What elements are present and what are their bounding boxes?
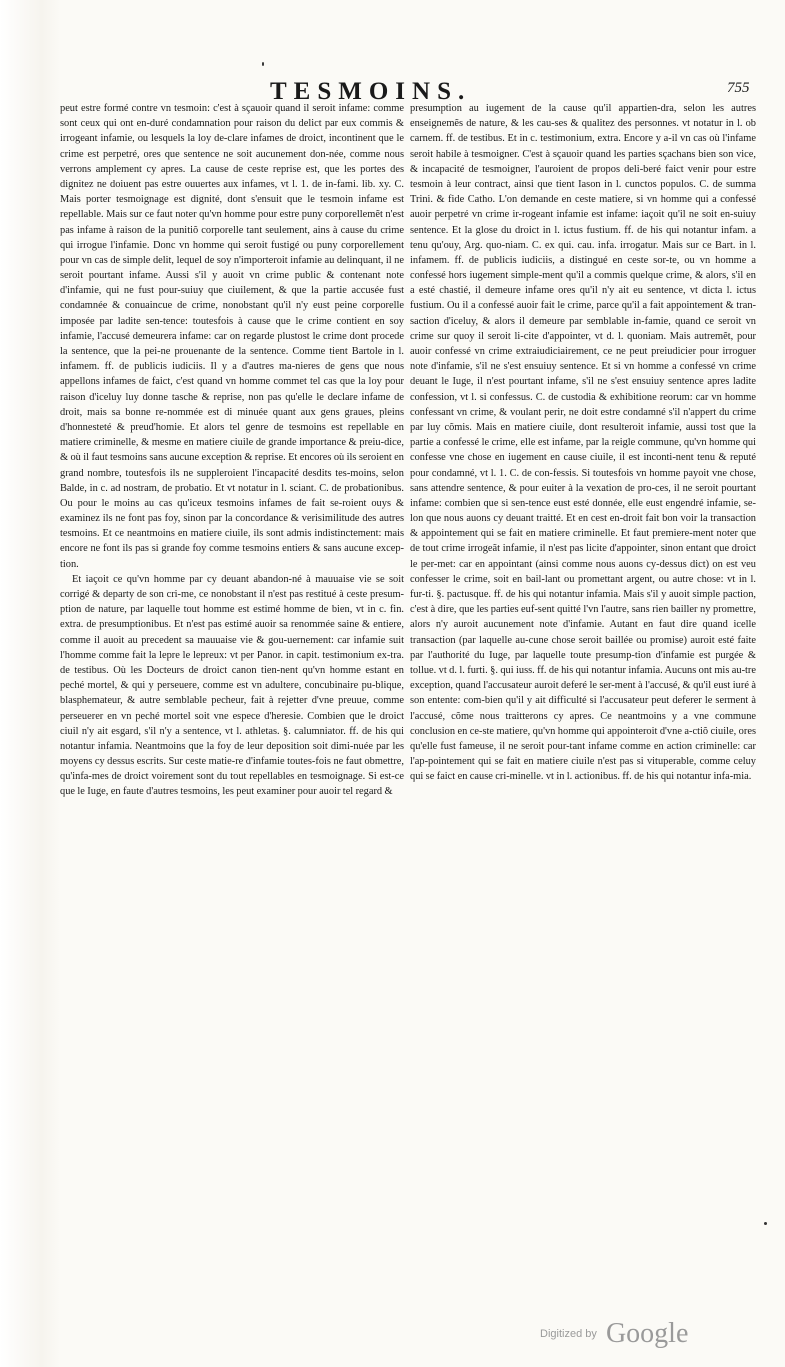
google-logo: Google [605, 1318, 689, 1349]
ink-speck-top [262, 62, 264, 66]
digitized-by-google-watermark [540, 1318, 688, 1350]
left-paragraph-1: peut estre formé contre vn tesmoin: c'est à sçauoir quand il seroit infame: comme sont ceux qui ont en-duré condamnation pour raison du delict par eux commis & irrogeant infamie, ou lesquels la loy de-clare infames de droict, incontinent que le crime est perpetré, ores que sentence ne soit aucunement don-née, comme nous verrons amplement cy apres. La cause de ceste reprise est, que les portes des dignitez ne doiuent pas estre ouuertes aux infames, vt l. 1. de in-fami. lib. xy. C. Mais porter tesmoignage est dignité, dont s'ensuit que le tesmoin infame est repellable. Mais sur ce faut noter qu'vn homme pour estre puny corporellemẽt n'est pas infame à raison de la punitiõ corporelle tant seulement, ains à cause du crime qui irrogue l'infamie. Donc vn homme qui seroit fustigé ou puny corporellement pour vn cas de simple delit, lequel de soy n'importeroit infamie au delinquant, il ne seroit pourtant infame. Aussi s'il y auoit vn crime public & contenant note d'infamie, qui ne fust pour-suiuy que ciuilement, & que la partie accusée fust condamnée & conuaincue de crime, nonobstant qu'il n'y eust peine corporelle imposée par ladite sen-tence: toutesfois à cause que le crime contient en soy infamie, l'accusé demeurera infame: car on regarde plustost le crime dont procede la sentence, que la pei-ne prouenante de la sentence. Comme tient Bartole in l. infamem. ff. de publicis iudiciis. Il y a d'autres ma-nieres de gens que nous appellons infames de faict, c'est quand vn homme commet tel cas que la loy pour raison d'iceluy luy donne tasche & reprise, non pas qu'elle le declare infame de droit, mais sa bonne re-nommée est di minuée quant aux gens graues, pleins d'honnesteté & preud'homie. Et alors tel genre de tesmoins est repellable en matiere criminelle, & mesme en matiere ciuile de grande importance & preiu-dice, & où il faut tesmoins sans aucune exception & reprise. Et encores où ils seroient en grand nombre, toutesfois ils ne suppleroient l'incapacité desdits tes-moins, selon Balde, in c. ad nostram, de probatio. Et vt notatur in l. sciant. C. de probationibus. Ou pour le moins au cas qu'iceux tesmoins infames de fait se-roient ouys & examinez ils ne font pas foy, sinon par la concordance & verisimilitude des autres tesmoins. Et ce neantmoins en matiere ciuile, ils sont admis indistinctement: mais encore ne font ils pas si grande foy comme tesmoins entiers & sans aucune excep-tion. [60, 103, 404, 570]
page-number: 755 [727, 80, 750, 96]
left-text-column [60, 101, 404, 1271]
running-title: TESMOINS. [270, 78, 472, 105]
digitized-prefix: Digitized by [540, 1328, 597, 1340]
right-paragraph-1: presumption au iugement de la cause qu'il appartien-dra, selon les autres enseignemẽs de nature, & les cau-ses & qualitez des personnes. vt notatur in l. ob carnem. ff. de testibus. Et in c. testimonium, extra. Encore y a-il vn cas où l'infame seroit habile à tesmoigner. C'est à sçauoir quand les parties sçachans bien son vice, & incapacité de tesmoigner, l'auroient de propos deli-beré faict venir pour estre tesmoin à leur contract, ainsi que tient Iason in l. cunctos populos. C. de summa Trini. & fide Catho. L'on demande en ceste matiere, si vn homme qui a confessé auoir perpetré vn crime ir-rogeant infamie est infame: iaçoit qu'il ne soit en-suiuy sentence. Et la glose du droict in l. ictus fustium. ff. de his qui notantur infam. a tenu qu'ouy, Arg. quo-niam. C. ex qui. cau. infa. irrogatur. Mais sur ce Bart. in l. infamem. ff. de publicis iudiciis, a distingué en ceste sor-te, ou vn homme a confessé hors iugement simple-ment qu'il a commis quelque crime, & alors, s'il en a esté chastié, il demeure infame ores qu'il n'y ait eu sentence, vt dicta l. ictus fustium. Ou il a confessé auoir fait le crime, parce qu'il a fait appointement & tran-saction d'iceluy, & alors il demeure par semblable in-famie, quand ce seroit vn crime sur quoy il seroit li-cite d'appointer, vt d. l. quoniam. Mais autremẽt, pour auoir confessé vn crime extraiudiciairement, ce ne peut preiudicier pour irroguer note d'infamie, s'il ne s'est ensuiuy sentence. Et si vn homme a confessé vn crime deuant le Iuge, il n'est pourtant infame, s'il ne s'est ensuiuy sentence apres ladite confession, vt l. si confessus. C. de custodia & exhibitione reorum: car vn homme confessant vn crime, & voulant perir, ne doit estre condamné s'il n'appert du crime par luy cõmis. Mais en matiere ciuile, dont resulteroit infamie, aussi tost que la partie a confessé le crime, elle est infame, par la reigle commune, qu'vn homme qui confesse vne chose en iugement en cause ciuile, il est inconti-nent tenu & reputé pour condamné, vt l. 1. C. de con-fessis. Si toutesfois vn homme payoit vne chose, sans attendre sentence, & pour euiter à la vexation de pro-ces, il ne seroit pourtant infame: combien que si sen-tence eust esté donnée, elle eust engendré infamie, se-lon que nous auons cy deuant traitté. Et en cest en-droit fait bon voir la transaction & appointement qui se fait en matiere criminelle. Et faut premiere-ment noter que de tout crime irrogeãt infamie, il n'est pas licite d'appointer, sinon entant que droict le per-met: car en appointant (ainsi comme nous auons cy-dessus dict) on est veu confesser le crime, soit en bail-lant ou promettant argent, ou autre chose: vt in l. fur-ti. §. pactusque. ff. de his qui notantur infamia. Mais s'il y auoit simple paction, c'est à dire, que les parties euf-sent quitté l'vn l'autre, sans rien bailler ny promettre, alors n'y auroit aucunement note d'infamie. Autant en faut dire quand icelle transaction (par laquelle au-cune chose seroit baillée ou promise) auroit esté faite par l'authorité du Iuge, par laquelle toute presump-tion d'infamie est purgée & tollue. vt d. l. furti. §. qui iuss. ff. de his qui notantur infamia. Aucuns ont mis au-tre exception, quand l'accusateur auroit deferé le ser-ment à l'accusé, & qu'il eust iuré à son entente: com-bien qu'il y ait difficulté si l'accusateur peut deferer le serment à l'accusé, cõme nous traitterons cy apres. Ce neantmoins y a vne commune conclusion en ce-ste matiere, qu'vn homme qui appointeroit d'vne a-ctiõ ciuile, ores qu'elle fust fameuse, il ne seroit pour-tant infame comme en action criminelle: car l'ap-pointement qui se fait en matiere ciuile n'est pas si vituperable, comme celuy qui se faict en cause cri-minelle. vt in l. actionibus. ff. de his qui notantur infa-mia. [410, 103, 756, 783]
right-text-column [410, 101, 756, 1271]
left-paragraph-2: Et iaçoit ce qu'vn homme par cy deuant abandon-né à mauuaise vie se soit corrigé & departy de son cri-me, ce nonobstant il n'est pas restitué à ceste presum-ption de nature, par laquelle tout homme est estimé homme de bien, vt in c. fin. extra. de presumptionibus. Et n'est pas estimé auoir sa renommée saine & entiere, comme il auoit au precedent sa mauuaise vie & gou-uernement: car infamie suit l'homme comme fait la lepre le lepreux: vt per Panor. in capit. testimonium ex-tra. de testibus. Où les Docteurs de droict canon tien-nent qu'vn homme estant en peché mortel, & qui y perseuere, comme est vn adultere, concubinaire pu-blique, blasphemateur, & autre semblable pecheur, fait à rejetter d'vne preuue, comme perseuerer en vn peché mortel soit vne espece d'heresie. Combien que le droict ciuil n'y ait esgard, s'il n'y a sentence, vt l. athletas. §. calumniator. ff. de his qui notantur infamia. Neantmoins que la foy de leur deposition soit dimi-nuée par les moyens cy dessus escrits. Sur ceste matie-re d'infamie toutes-fois ne faut obmettre, qu'infa-mes de droict voirement sont du tout repellables en tesmoignage. Si est-ce que le Iuge, en faute d'autres tesmoins, les peut examiner pour auoir tel regard & [60, 573, 404, 798]
page-gutter [0, 0, 60, 1367]
ink-speck-margin [764, 1222, 767, 1225]
